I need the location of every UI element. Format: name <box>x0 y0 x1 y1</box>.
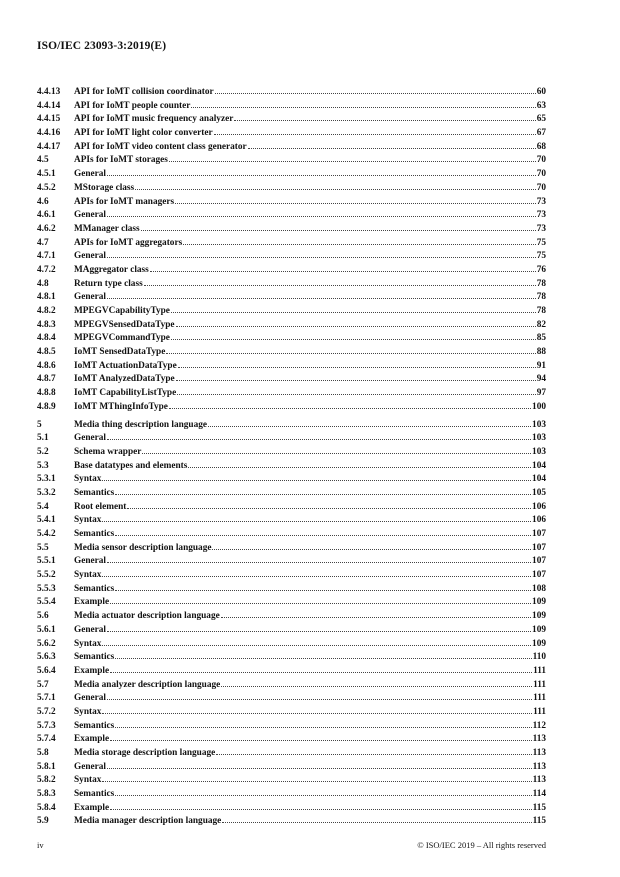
toc-entry-page: 107 <box>532 570 546 581</box>
toc-leader-dots <box>166 353 535 354</box>
toc-entry-page: 85 <box>536 333 546 344</box>
toc-entry-title: Semantics <box>74 652 115 663</box>
toc-entry-number: 5.4 <box>37 501 49 512</box>
toc-entry-title: MPEGVSensedDataType <box>74 319 175 330</box>
toc-entry[interactable] <box>37 86 546 100</box>
toc-entry-number: 5.8.1 <box>37 761 56 772</box>
toc-entry[interactable] <box>37 706 546 720</box>
toc-entry-page: 103 <box>532 446 546 457</box>
toc-entry-number: 5.9 <box>37 816 49 827</box>
page-footer <box>37 840 546 850</box>
toc-entry-number: 5.6 <box>37 611 49 622</box>
toc-entry-number: 4.8.2 <box>37 306 56 316</box>
toc-entry-page: 114 <box>532 789 546 800</box>
toc-leader-dots <box>135 189 536 190</box>
toc-leader-dots <box>176 326 536 327</box>
toc-entry-number: 4.4.15 <box>37 114 61 125</box>
toc-leader-dots <box>107 175 536 176</box>
toc-entry-page: 115 <box>532 802 546 813</box>
toc-entry-page: 70 <box>536 182 546 193</box>
toc-entry-title: Semantics <box>74 583 115 594</box>
toc-entry-title: API for IoMT people counter <box>74 100 191 111</box>
toc-entry[interactable] <box>37 141 546 155</box>
toc-entry-number: 5.7.1 <box>37 693 56 704</box>
toc-entry-number: 5.6.1 <box>37 624 56 635</box>
document-header: ISO/IEC 23093-3:2019(E) <box>37 40 167 52</box>
toc-entry-number: 4.8.9 <box>37 401 56 412</box>
toc-entry[interactable] <box>37 815 546 829</box>
toc-entry[interactable] <box>37 182 546 196</box>
toc-leader-dots <box>107 631 531 632</box>
toc-leader-dots <box>102 645 531 646</box>
toc-entry-number: 5.7.3 <box>37 720 56 731</box>
toc-entry-page: 60 <box>536 87 546 97</box>
toc-entry-number: 5.7.4 <box>37 734 56 745</box>
toc-entry-number: 4.6 <box>37 196 49 207</box>
toc-entry-page: 108 <box>532 583 546 594</box>
toc-entry-title: Syntax <box>74 515 102 526</box>
toc-leader-dots <box>234 120 535 121</box>
toc-entry-title: General <box>74 556 107 567</box>
toc-leader-dots <box>176 380 536 381</box>
toc-leader-dots <box>214 134 536 135</box>
toc-entry-number: 4.8.4 <box>37 333 56 344</box>
toc-entry-number: 4.8.5 <box>37 347 56 358</box>
toc-leader-dots <box>144 285 536 286</box>
toc-entry[interactable] <box>37 446 546 460</box>
toc-leader-dots <box>115 658 531 659</box>
toc-entry-page: 103 <box>532 419 546 430</box>
toc-entry-title: Syntax <box>74 706 102 717</box>
toc-entry-number: 5.3.2 <box>37 487 56 498</box>
toc-entry-title: APIs for IoMT storages <box>74 155 168 166</box>
toc-entry-page: 73 <box>536 210 546 221</box>
toc-entry-number: 5.8.2 <box>37 775 56 786</box>
toc-entry-number: 5.8.4 <box>37 802 56 813</box>
toc-entry-page: 70 <box>536 169 546 180</box>
toc-leader-dots <box>216 754 531 755</box>
toc-entry-page: 111 <box>533 679 546 690</box>
toc-leader-dots <box>127 508 531 509</box>
toc-entry-title: Semantics <box>74 487 115 498</box>
toc-entry-number: 5.4.1 <box>37 515 56 526</box>
toc-entry-number: 4.8.6 <box>37 360 56 371</box>
toc-entry-number: 4.5 <box>37 155 49 166</box>
toc-entry-title: API for IoMT video content class generator <box>74 141 247 152</box>
toc-entry[interactable] <box>37 360 546 374</box>
toc-entry-page: 78 <box>536 306 546 316</box>
toc-entry-number: 4.7 <box>37 237 49 248</box>
toc-entry-page: 73 <box>536 196 546 207</box>
toc-entry-page: 113 <box>532 761 546 772</box>
toc-leader-dots <box>178 367 536 368</box>
toc-leader-dots <box>107 699 532 700</box>
toc-entry-number: 5.3.1 <box>37 474 56 485</box>
toc-entry-title: General <box>74 693 107 704</box>
toc-entry-page: 113 <box>532 775 546 786</box>
toc-entry-title: General <box>74 761 107 772</box>
toc-entry-number: 4.4.17 <box>37 141 61 152</box>
toc-entry-title: General <box>74 433 107 444</box>
toc-leader-dots <box>171 312 536 313</box>
toc-entry-page: 78 <box>536 292 546 303</box>
toc-leader-dots <box>107 768 532 769</box>
toc-entry-title: Base datatypes and elements <box>74 460 188 471</box>
toc-entry-number: 5.5.4 <box>37 597 56 608</box>
toc-leader-dots <box>175 203 536 204</box>
toc-entry-page: 109 <box>532 597 546 608</box>
toc-entry-page: 103 <box>532 433 546 444</box>
toc-leader-dots <box>115 535 531 536</box>
toc-entry[interactable] <box>37 460 546 474</box>
toc-entry[interactable] <box>37 278 546 292</box>
toc-entry[interactable] <box>37 665 546 679</box>
toc-entry-number: 4.8.1 <box>37 292 56 303</box>
toc-entry-title: IoMT ActuationDataType <box>74 360 177 371</box>
toc-entry-page: 106 <box>532 501 546 512</box>
toc-entry-page: 113 <box>532 734 546 745</box>
toc-leader-dots <box>221 617 531 618</box>
toc-entry-title: Root element <box>74 501 127 512</box>
toc-leader-dots <box>102 713 532 714</box>
toc-entry-title: Example <box>74 802 110 813</box>
toc-entry[interactable] <box>37 250 546 264</box>
toc-leader-dots <box>115 590 531 591</box>
toc-leader-dots <box>188 467 531 468</box>
toc-entry-number: 4.4.14 <box>37 100 61 111</box>
toc-entry[interactable] <box>37 788 546 802</box>
toc-entry-page: 76 <box>536 264 546 275</box>
toc-entry-page: 104 <box>532 474 546 485</box>
toc-entry[interactable] <box>37 264 546 278</box>
toc-leader-dots <box>177 394 536 395</box>
toc-entry[interactable] <box>37 487 546 501</box>
toc-entry-title: Semantics <box>74 720 115 731</box>
toc-entry-title: Media analyzer description language <box>74 679 221 690</box>
toc-entry-number: 5.2 <box>37 446 49 457</box>
toc-leader-dots <box>107 439 531 440</box>
toc-leader-dots <box>150 271 536 272</box>
toc-leader-dots <box>142 453 531 454</box>
toc-entry[interactable] <box>37 679 546 693</box>
toc-entry[interactable] <box>37 528 546 542</box>
toc-entry-page: 65 <box>536 114 546 125</box>
toc-entry[interactable] <box>37 802 546 816</box>
toc-entry-number: 4.8.3 <box>37 319 56 330</box>
toc-entry-number: 5.4.2 <box>37 529 56 539</box>
toc-entry-page: 67 <box>536 128 546 139</box>
toc-entry[interactable] <box>37 154 546 168</box>
toc-entry[interactable] <box>37 387 546 401</box>
toc-entry-title: Syntax <box>74 638 102 649</box>
toc-entry[interactable] <box>37 774 546 788</box>
toc-leader-dots <box>110 740 531 741</box>
toc-entry-page: 97 <box>536 388 546 399</box>
toc-entry-title: MStorage class <box>74 182 135 193</box>
toc-entry[interactable] <box>37 583 546 597</box>
toc-entry-page: 107 <box>532 542 546 553</box>
toc-entry-page: 109 <box>532 638 546 649</box>
toc-entry-title: Media manager description language <box>74 816 222 827</box>
toc-entry[interactable] <box>37 473 546 487</box>
toc-entry-page: 107 <box>532 529 546 539</box>
toc-entry-page: 73 <box>536 223 546 234</box>
toc-entry-title: IoMT CapabilityListType <box>74 388 177 399</box>
toc-entry-number: 5.3 <box>37 460 49 471</box>
toc-entry-number: 4.7.1 <box>37 251 56 262</box>
toc-entry[interactable] <box>37 305 546 319</box>
toc-entry-page: 91 <box>536 360 546 371</box>
page-number: iv <box>37 840 44 850</box>
toc-entry[interactable] <box>37 113 546 127</box>
toc-leader-dots <box>115 727 531 728</box>
toc-entry-title: MPEGVCommandType <box>74 333 170 344</box>
toc-entry-page: 94 <box>536 374 546 385</box>
toc-entry-title: Return type class <box>74 278 143 289</box>
toc-entry[interactable] <box>37 542 546 556</box>
toc-entry-title: IoMT SensedDataType <box>74 347 166 358</box>
toc-entry-title: Media sensor description language <box>74 542 212 553</box>
toc-entry[interactable] <box>37 168 546 182</box>
toc-entry-title: MAggregator class <box>74 264 149 275</box>
toc-entry-page: 78 <box>536 278 546 289</box>
toc-entry-title: Syntax <box>74 775 102 786</box>
toc-entry-page: 111 <box>533 665 546 676</box>
toc-entry-page: 100 <box>532 401 546 412</box>
toc-entry[interactable] <box>37 747 546 761</box>
toc-entry-title: Media storage description language <box>74 748 216 758</box>
toc-entry-number: 4.8.7 <box>37 374 56 385</box>
toc-entry-title: General <box>74 210 107 221</box>
toc-entry-number: 5.5 <box>37 542 49 553</box>
toc-entry[interactable] <box>37 733 546 747</box>
toc-entry[interactable] <box>37 651 546 665</box>
toc-entry-page: 115 <box>532 816 546 827</box>
toc-entry-title: Media actuator description language <box>74 611 220 622</box>
toc-entry-title: Example <box>74 597 110 608</box>
toc-entry-title: MPEGVCapabilityType <box>74 306 170 316</box>
toc-entry-title: Semantics <box>74 789 115 800</box>
toc-entry[interactable] <box>37 373 546 387</box>
toc-entry-number: 5 <box>37 419 42 430</box>
toc-entry-number: 5.8.3 <box>37 789 56 800</box>
toc-entry-number: 5.1 <box>37 433 49 444</box>
toc-leader-dots <box>248 148 536 149</box>
toc-entry[interactable] <box>37 555 546 569</box>
toc-entry[interactable] <box>37 223 546 237</box>
toc-entry-number: 5.8 <box>37 748 49 758</box>
toc-entry[interactable] <box>37 638 546 652</box>
toc-entry-number: 5.6.2 <box>37 638 56 649</box>
toc-entry[interactable] <box>37 432 546 446</box>
toc-entry[interactable] <box>37 501 546 515</box>
toc-entry-title: Syntax <box>74 570 102 581</box>
toc-leader-dots <box>169 161 536 162</box>
toc-entry[interactable] <box>37 196 546 210</box>
toc-entry-page: 111 <box>533 706 546 717</box>
toc-entry-page: 110 <box>532 652 546 663</box>
toc-entry[interactable] <box>37 720 546 734</box>
toc-entry-number: 4.7.2 <box>37 264 56 275</box>
toc-entry-title: API for IoMT collision coordinator <box>74 87 214 97</box>
toc-leader-dots <box>107 216 536 217</box>
toc-entry[interactable] <box>37 209 546 223</box>
toc-entry-title: API for IoMT music frequency analyzer <box>74 114 234 125</box>
toc-entry[interactable] <box>37 346 546 360</box>
toc-entry[interactable] <box>37 569 546 583</box>
toc-leader-dots <box>215 93 536 94</box>
toc-entry[interactable] <box>37 692 546 706</box>
toc-entry[interactable] <box>37 332 546 346</box>
toc-leader-dots <box>169 408 531 409</box>
toc-entry[interactable] <box>37 419 546 433</box>
toc-entry[interactable] <box>37 291 546 305</box>
toc-entry-title: Semantics <box>74 529 115 539</box>
toc-entry-number: 4.8 <box>37 278 49 289</box>
toc-leader-dots <box>102 576 531 577</box>
toc-entry-page: 107 <box>532 556 546 567</box>
toc-entry-page: 82 <box>536 319 546 330</box>
toc-entry-title: General <box>74 624 107 635</box>
toc-entry-page: 104 <box>532 460 546 471</box>
toc-entry-number: 4.6.2 <box>37 223 56 234</box>
toc-entry-number: 4.6.1 <box>37 210 56 221</box>
toc-entry-title: Syntax <box>74 474 102 485</box>
toc-entry-title: General <box>74 292 107 303</box>
toc-entry[interactable] <box>37 514 546 528</box>
toc-entry[interactable] <box>37 237 546 251</box>
toc-entry[interactable] <box>37 319 546 333</box>
toc-entry-title: Example <box>74 734 110 745</box>
toc-entry-page: 105 <box>532 487 546 498</box>
toc-leader-dots <box>115 494 531 495</box>
toc-leader-dots <box>110 672 532 673</box>
toc-leader-dots <box>171 339 536 340</box>
toc-entry[interactable] <box>37 761 546 775</box>
toc-leader-dots <box>110 603 531 604</box>
toc-entry-page: 109 <box>532 624 546 635</box>
toc-entry-page: 109 <box>532 611 546 622</box>
toc-entry[interactable] <box>37 596 546 610</box>
toc-entry-page: 68 <box>536 141 546 152</box>
toc-entry-number: 5.5.1 <box>37 556 56 567</box>
toc-entry-number: 5.6.3 <box>37 652 56 663</box>
toc-entry-page: 113 <box>532 748 546 758</box>
toc-leader-dots <box>183 244 536 245</box>
toc-leader-dots <box>141 230 536 231</box>
toc-leader-dots <box>107 257 536 258</box>
toc-leader-dots <box>102 781 531 782</box>
toc-leader-dots <box>222 822 531 823</box>
toc-entry-page: 88 <box>536 347 546 358</box>
toc-leader-dots <box>221 686 532 687</box>
toc-entry-page: 112 <box>532 720 546 731</box>
toc-leader-dots <box>115 795 531 796</box>
toc-entry-page: 63 <box>536 100 546 111</box>
toc-leader-dots <box>102 480 531 481</box>
toc-entry-number: 5.5.2 <box>37 570 56 581</box>
toc-entry[interactable] <box>37 624 546 638</box>
toc-leader-dots <box>107 562 531 563</box>
toc-entry-number: 4.5.2 <box>37 182 56 193</box>
toc-entry-title: IoMT AnalyzedDataType <box>74 374 175 385</box>
toc-entry-number: 5.7.2 <box>37 706 56 717</box>
toc-leader-dots <box>107 298 536 299</box>
toc-entry-title: Example <box>74 665 110 676</box>
toc-entry[interactable] <box>37 401 546 415</box>
toc-entry-page: 75 <box>536 251 546 262</box>
toc-entry-page: 106 <box>532 515 546 526</box>
toc-entry[interactable] <box>37 127 546 141</box>
toc-entry-number: 5.6.4 <box>37 665 56 676</box>
toc-entry-title: Schema wrapper <box>74 446 142 457</box>
toc-entry-title: General <box>74 169 107 180</box>
toc-leader-dots <box>208 426 531 427</box>
toc-entry-number: 4.5.1 <box>37 169 56 180</box>
toc-leader-dots <box>212 549 531 550</box>
toc-entry-title: MManager class <box>74 223 140 234</box>
toc-entry[interactable] <box>37 610 546 624</box>
toc-entry-title: Media thing description language <box>74 419 208 430</box>
toc-entry-page: 111 <box>533 693 546 704</box>
toc-entry-page: 75 <box>536 237 546 248</box>
toc-entry[interactable] <box>37 100 546 114</box>
toc-entry-title: General <box>74 251 107 262</box>
toc-entry-number: 5.5.3 <box>37 583 56 594</box>
toc-entry-title: API for IoMT light color converter <box>74 128 213 139</box>
toc-entry-number: 5.7 <box>37 679 49 690</box>
toc-entry-title: IoMT MThingInfoType <box>74 401 168 412</box>
toc-entry-page: 70 <box>536 155 546 166</box>
toc-entry-number: 4.4.13 <box>37 87 61 97</box>
toc-leader-dots <box>102 521 531 522</box>
copyright-notice: © ISO/IEC 2019 – All rights reserved <box>417 840 546 850</box>
table-of-contents <box>37 86 546 829</box>
toc-entry-number: 4.4.16 <box>37 128 61 139</box>
toc-leader-dots <box>110 809 531 810</box>
toc-entry-title: APIs for IoMT aggregators <box>74 237 183 248</box>
toc-entry-number: 4.8.8 <box>37 388 56 399</box>
toc-leader-dots <box>191 107 535 108</box>
toc-entry-title: APIs for IoMT managers <box>74 196 175 207</box>
